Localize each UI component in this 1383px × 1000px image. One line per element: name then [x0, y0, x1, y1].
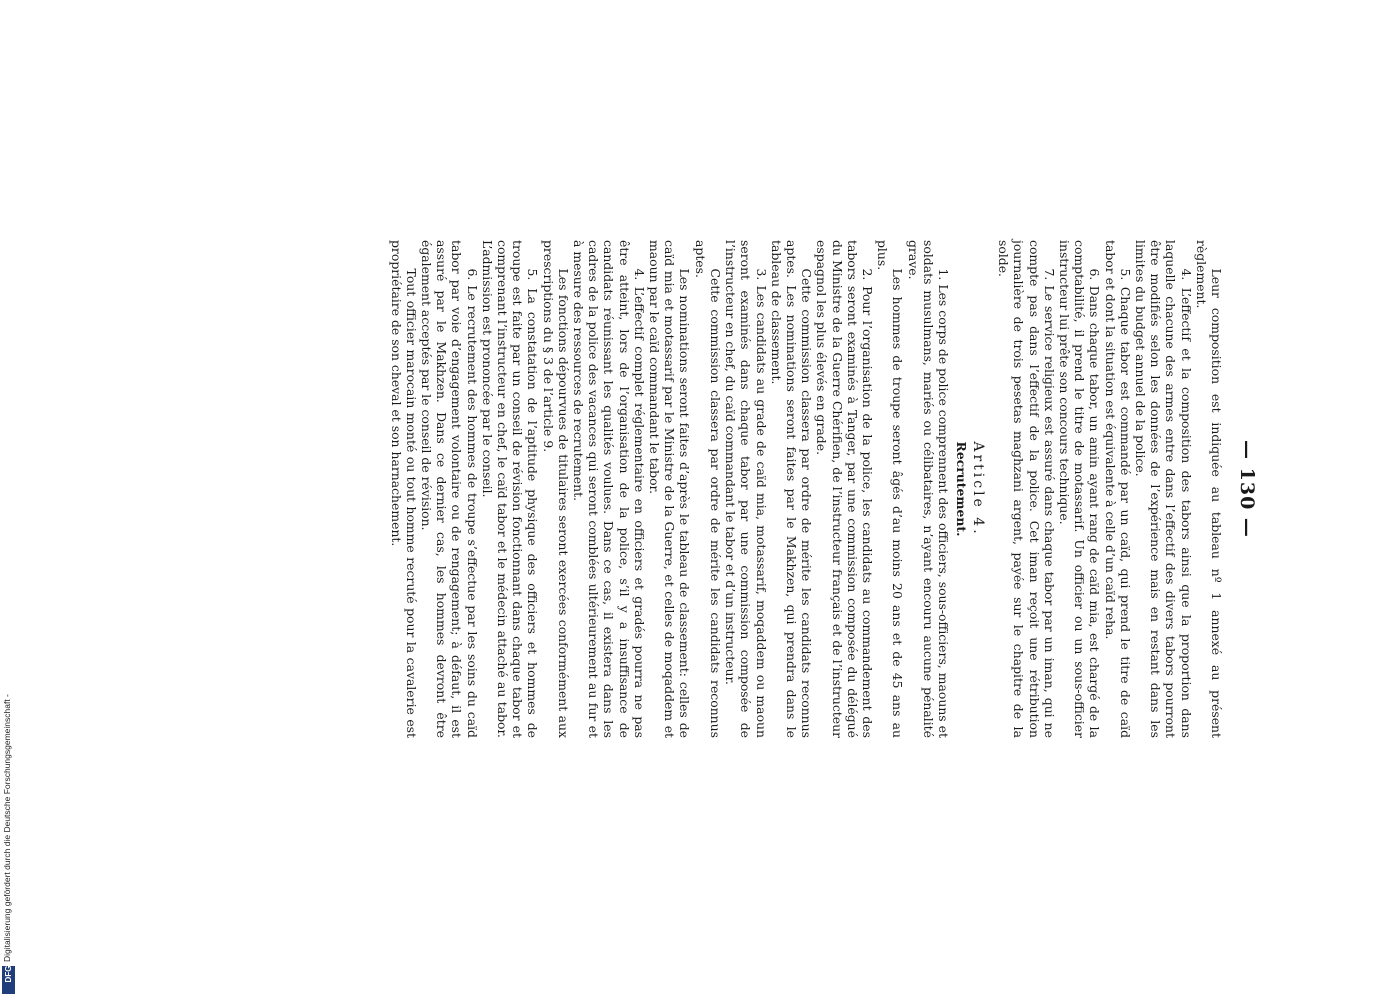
paragraph: 5. Chaque tabor est commandé par un caïd, qui prend le titre de caïd tabor et dont la situation est équivalente à celle d’un caïd reha. — [1102, 240, 1133, 738]
paragraph: 7. Le service religieux est assuré dans chaque tabor par un iman, qui ne compte pas dans l’effectif de la police. Cet iman reçoit une rétribution journalière de trois pesetas maghzani argent, payée sur le chapitre de la solde. — [996, 240, 1057, 738]
paragraph: 2. Pour l’organisation de la police, les candidats au commandement des tabors seront examinés à Tanger, par une commission composée du délégué du Ministre de la Guerre Chérifien, de l’instructeur français et de l’instructeur espagnol les plus élevés en grade. — [814, 240, 875, 738]
paragraph: 6. Le recrutement des hommes de troupe s’effectue par les soins du caïd tabor par voie d’engagement volontaire ou de rengagement; à défaut, il est assuré par le Makhzen. Dans ce dernier cas, les hommes devront être également acceptés par le conseil de révision. — [419, 240, 480, 738]
paragraph: Les hommes de troupe seront âgés d’au moins 20 ans et de 45 ans au plus. — [875, 240, 906, 738]
paragraph: 6. Dans chaque tabor, un amin ayant rang de caïd mia, est chargé de la comptabilité, il prend le titre de motassarif. Un officier ou un sous-officier instructeur lui prête son concours technique. — [1056, 240, 1103, 738]
paragraph: 1. Les corps de police comprennent des officiers, sous-officiers, maouns et soldats musulmans, mariés ou célibataires, n’ayant encouru aucune pénalité grave. — [905, 240, 951, 738]
document-text-block — [123, 240, 1258, 738]
paragraph: Les fonctions dépourvues de titulaires seront exercées conformément aux prescriptions du § 3 de l’article 9. — [540, 240, 571, 738]
funding-notice: Digitalisierung gefördert durch die Deutsche Forschungsgemeinschaft - — [2, 694, 12, 962]
paragraph: 3. Les candidats au grade de caïd mia, motassarif, moqaddem ou maoun seront examinés dans chaque tabor par une commission composée de l’instructeur en chef, du caïd commandant le tabor et d’un instructeur. — [723, 240, 769, 738]
paragraph: 5. La constatation de l’aptitude physique des officiers et hommes de troupe est faite par un conseil de révision fonctionnant dans chaque tabor et comprenant l’instructeur en chef, le caïd tabor et le médecin attaché au tabor. L’admission est prononcée par le conseil. — [479, 240, 541, 738]
paragraph: Cette commission classera par ordre de mérite les candidats reconnus aptes. — [692, 240, 723, 738]
paragraph: 4. L’effectif complet réglementaire en officiers et gradés pourra ne pas être atteint, lors de l’organisation de la police, s’il y a insuffisance de candidats réunissant les qualités voulues. Dans ce cas, il existera dans les cadres de la police des vacances qui seront comblées ultérieurement au fur et à mesure des ressources de recrutement. — [571, 240, 647, 738]
digitization-footer — [0, 0, 18, 1000]
article-paragraphs — [388, 240, 951, 738]
paragraph: Cette commission classera par ordre de mérite les candidats reconnus aptes. Les nominations seront faites par le Makhzen, qui prendra dans le tableau de classement. — [768, 240, 815, 738]
dfg-logo-text: DFG — [4, 965, 13, 983]
paragraph: 4. L’effectif et la composition des tabors ainsi que la proportion dans laquelle chacune des armes entre dans l’effectif des divers tabors pourront être modifiés selon les données de l’expérience mais en restant dans les limites du budget annuel de la police. — [1132, 240, 1194, 738]
page-number: — 130 — — [1236, 440, 1258, 538]
paragraph: Tout officier marocain monté ou tout homme recruté pour la cavalerie est propriétaire de son cheval et son harnachement. — [388, 240, 419, 738]
top-paragraphs — [996, 240, 1224, 738]
article-title: Article 4. — [969, 441, 986, 537]
dfg-logo — [2, 966, 15, 994]
paragraph: Leur composition est indiquée au tableau nº 1 annexé au présent règlement. — [1193, 240, 1224, 738]
paragraph: Les nominations seront faites d’après le tableau de classement: celles de caïd mia et motassarif par le Ministre de la Guerre, et celles de moqaddem et maoun par le caïd commandant le tabor. — [647, 240, 693, 738]
section-title: Recrutement. — [953, 441, 969, 537]
